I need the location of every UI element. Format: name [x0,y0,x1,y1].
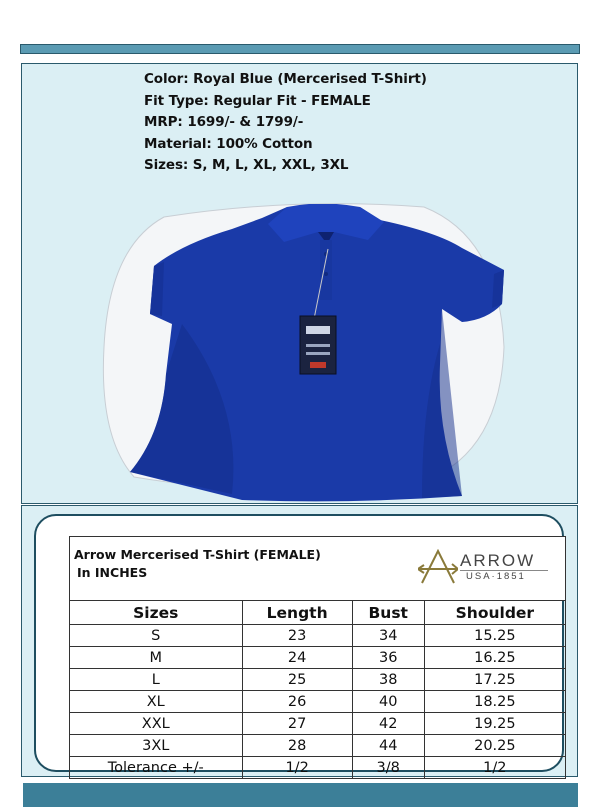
product-specs [144,69,427,177]
table-row [70,647,566,669]
table-row [70,735,566,757]
cell-size: XXL [70,713,243,735]
cell-size: S [70,625,243,647]
cell-bust: 36 [352,647,424,669]
size-chart-header [69,536,566,600]
column-header-bust: Bust [352,601,424,625]
spec-fit-type: Fit Type: Regular Fit - FEMALE [144,92,371,109]
cell-shoulder: 17.25 [424,669,565,691]
size-chart-title [74,546,321,582]
arrow-logo-icon [418,549,458,585]
column-header-shoulder: Shoulder [424,601,565,625]
cell-shoulder: 18.25 [424,691,565,713]
cell-length: 25 [242,669,352,691]
table-row [70,625,566,647]
cell-bust: 40 [352,691,424,713]
cell-bust: 3/8 [352,757,424,779]
table-row-tolerance [70,757,566,779]
cell-size: M [70,647,243,669]
cell-shoulder: 15.25 [424,625,565,647]
cell-length: 26 [242,691,352,713]
column-header-sizes: Sizes [70,601,243,625]
cell-length: 28 [242,735,352,757]
size-chart-panel [21,505,578,777]
arrow-brand-logo [418,549,553,589]
cell-size: 3XL [70,735,243,757]
size-table [69,600,566,779]
spec-sizes: Sizes: S, M, L, XL, XXL, 3XL [144,157,349,173]
cell-bust: 42 [352,713,424,735]
cell-bust: 44 [352,735,424,757]
tshirt-image [122,204,512,504]
size-chart-title-text: Arrow Mercerised T-Shirt (FEMALE) [74,547,321,562]
brand-name: ARROW [460,551,536,570]
cell-length: 24 [242,647,352,669]
cell-size: L [70,669,243,691]
top-divider-bar [20,44,580,54]
spec-mrp: MRP: 1699/- & 1799/- [144,114,304,130]
cell-bust: 34 [352,625,424,647]
size-chart-card [34,514,564,776]
cell-size: Tolerance +/- [70,757,243,779]
cell-shoulder: 19.25 [424,713,565,735]
spec-material: Material: 100% Cotton [144,135,313,152]
size-table-header-row [70,601,566,625]
cell-size: XL [70,691,243,713]
column-header-length: Length [242,601,352,625]
spec-color: Color: Royal Blue (Mercerised T-Shirt) [144,71,427,87]
table-row [70,669,566,691]
bottom-bar [23,783,578,807]
cell-shoulder: 1/2 [424,757,565,779]
size-chart-unit: In INCHES [77,565,148,580]
cell-length: 23 [242,625,352,647]
cell-shoulder: 20.25 [424,735,565,757]
cell-shoulder: 16.25 [424,647,565,669]
table-row [70,691,566,713]
cell-length: 1/2 [242,757,352,779]
brand-tagline: USA·1851 [466,571,526,582]
cell-length: 27 [242,713,352,735]
cell-bust: 38 [352,669,424,691]
table-row [70,713,566,735]
product-info-panel [21,63,578,504]
